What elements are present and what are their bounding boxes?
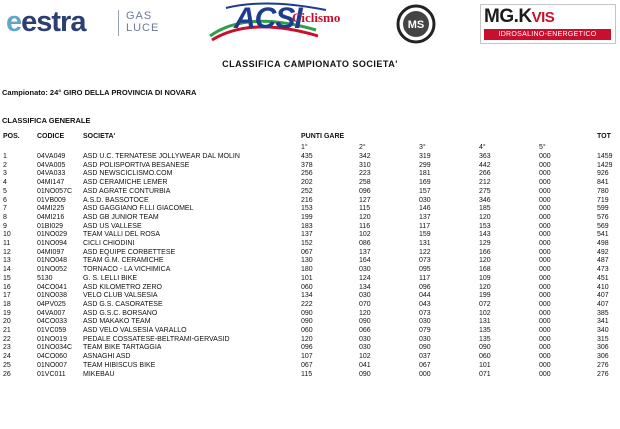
cell-stage-1: 120 (301, 335, 313, 343)
cell-code: 04CO060 (37, 353, 67, 361)
cell-stage-1: 067 (301, 248, 313, 256)
cell-stage-4: 109 (479, 274, 491, 282)
cell-stage-2: 164 (359, 257, 371, 265)
cell-stage-1: 090 (301, 318, 313, 326)
cell-society: MIKEBAU (83, 370, 115, 378)
cell-stage-1: 090 (301, 309, 313, 317)
cell-stage-3: 000 (419, 370, 431, 378)
cell-stage-4: 102 (479, 309, 491, 317)
cell-stage-5: 000 (539, 318, 551, 326)
cell-pos: 21 (3, 327, 11, 334)
cell-society: ASD US VALLESE (83, 222, 142, 230)
cell-pos: 25 (3, 361, 11, 369)
cell-total: 841 (597, 179, 609, 187)
cell-code: 01NO038 (37, 292, 67, 300)
cell-stage-2: 310 (359, 161, 371, 169)
estra-luce: LUCE (126, 22, 160, 34)
cell-code: 01VB009 (37, 196, 66, 204)
estra-name: estra (21, 6, 86, 38)
cell-pos: 4 (3, 179, 7, 187)
cell-society: ASD NEWSCICLISMO.COM (83, 170, 173, 178)
cell-pos: 9 (3, 222, 7, 230)
cell-stage-1: 060 (301, 327, 313, 334)
cell-stage-5: 000 (539, 266, 551, 274)
cell-stage-2: 342 (359, 153, 371, 160)
table-row (0, 318, 620, 327)
cell-stage-2: 120 (359, 309, 371, 317)
cell-stage-5: 000 (539, 213, 551, 221)
cell-society: TEAM G.M. CERAMICHE (83, 257, 164, 265)
cell-code: 01BI029 (37, 222, 64, 230)
cell-stage-4: 266 (479, 170, 491, 178)
cell-stage-4: 153 (479, 222, 491, 230)
cell-society: ASD GB JUNIOR TEAM (83, 213, 159, 221)
cell-stage-4: 143 (479, 231, 491, 239)
table-row (0, 257, 620, 266)
cell-society: ASD G.S. CASORATESE (83, 300, 163, 308)
cell-total: 451 (597, 274, 609, 282)
cell-pos: 1 (3, 153, 7, 160)
cell-pos: 16 (3, 283, 11, 291)
table-row (0, 284, 620, 293)
table-row (0, 170, 620, 179)
cell-total: 340 (597, 327, 609, 334)
ms-badge-text: MS (407, 19, 425, 31)
table-row (0, 214, 620, 223)
cell-stage-2: 124 (359, 274, 371, 282)
cell-total: 576 (597, 213, 609, 221)
cell-total: 1429 (597, 161, 613, 169)
cell-stage-4: 129 (479, 240, 491, 247)
cell-stage-5: 000 (539, 309, 551, 317)
estra-gas-luce (126, 10, 159, 34)
cell-society: ASD G.S.C. BORSANO (83, 309, 158, 317)
cell-code: 01NO052 (37, 266, 67, 274)
cell-total: 410 (597, 283, 609, 291)
cell-stage-2: 127 (359, 196, 371, 204)
cell-pos: 7 (3, 205, 7, 213)
cell-stage-2: 030 (359, 335, 371, 343)
cell-pos: 14 (3, 266, 11, 274)
cell-stage-5: 000 (539, 327, 551, 334)
cell-stage-3: 137 (419, 213, 431, 221)
cell-stage-4: 199 (479, 292, 491, 300)
cell-stage-2: 041 (359, 361, 371, 369)
cell-stage-1: 153 (301, 205, 313, 213)
cell-stage-4: 166 (479, 248, 491, 256)
cell-stage-5: 000 (539, 187, 551, 195)
cell-stage-5: 000 (539, 196, 551, 204)
mgk-tagline: IDROSALINO-ENERGETICO (484, 29, 611, 40)
estra-gas: GAS (126, 10, 153, 22)
cell-stage-4: 072 (479, 300, 491, 308)
cell-code: 01VC011 (37, 370, 66, 378)
cell-code: 04MI097 (37, 248, 65, 256)
cell-code: 04VA005 (37, 161, 66, 169)
cell-code: 01NO019 (37, 335, 67, 343)
cell-stage-2: 086 (359, 240, 371, 247)
cell-total: 492 (597, 248, 609, 256)
cell-stage-4: 212 (479, 179, 491, 187)
table-row (0, 162, 620, 171)
cell-stage-3: 117 (419, 274, 431, 282)
acsi-name: ACSI (234, 2, 302, 35)
cell-stage-1: 152 (301, 240, 313, 247)
page-title: CLASSIFICA CAMPIONATO SOCIETA' (222, 59, 398, 69)
cell-pos: 20 (3, 318, 11, 326)
cell-stage-2: 066 (359, 327, 371, 334)
cell-stage-4: 168 (479, 266, 491, 274)
cell-total: 541 (597, 231, 609, 239)
header-total: TOT (597, 133, 611, 140)
cell-code: 04CO041 (37, 283, 67, 291)
cell-stage-3: 030 (419, 318, 431, 326)
cell-stage-5: 000 (539, 222, 551, 230)
cell-stage-1: 060 (301, 283, 313, 291)
cell-stage-5: 000 (539, 240, 551, 247)
cell-stage-3: 117 (419, 222, 431, 230)
cell-pos: 11 (3, 240, 11, 247)
cell-pos: 12 (3, 248, 11, 256)
table-row (0, 353, 620, 362)
cell-total: 487 (597, 257, 609, 265)
cell-pos: 23 (3, 344, 11, 352)
cell-total: 926 (597, 170, 609, 178)
cell-code: 01NO034C (37, 344, 73, 352)
cell-stage-3: 096 (419, 283, 431, 291)
cell-stage-1: 216 (301, 196, 313, 204)
cell-stage-1: 107 (301, 353, 313, 361)
table-row (0, 292, 620, 301)
cell-stage-3: 030 (419, 196, 431, 204)
cell-pos: 26 (3, 370, 11, 378)
cell-total: 780 (597, 187, 609, 195)
cell-code: 01NO094 (37, 240, 67, 247)
cell-stage-5: 000 (539, 170, 551, 178)
table-row (0, 327, 620, 336)
cell-pos: 2 (3, 161, 7, 169)
cell-stage-1: 222 (301, 300, 313, 308)
cell-stage-3: 146 (419, 205, 431, 213)
cell-code: 04MI216 (37, 213, 65, 221)
cell-stage-1: 101 (301, 274, 313, 282)
cell-society: ASD MAKAKO TEAM (83, 318, 151, 326)
cell-pos: 10 (3, 231, 11, 239)
cell-society: TORNACO - LA VICHIMICA (83, 266, 171, 274)
table-row (0, 205, 620, 214)
cell-stage-3: 043 (419, 300, 431, 308)
cell-stage-2: 090 (359, 318, 371, 326)
stage-2-header: 2° (359, 144, 366, 151)
cell-stage-5: 000 (539, 300, 551, 308)
cell-society: ASD GAGGIANO F.LLI GIACOMEL (83, 205, 194, 213)
cell-code: 04MI225 (37, 205, 65, 213)
cell-pos: 3 (3, 170, 7, 178)
cell-code: 01VC059 (37, 327, 67, 334)
cell-stage-4: 060 (479, 353, 491, 361)
mgk-wordmark (484, 6, 554, 28)
cell-stage-5: 000 (539, 353, 551, 361)
cell-total: 341 (597, 318, 609, 326)
cell-stage-5: 000 (539, 179, 551, 187)
cell-stage-3: 122 (419, 248, 431, 256)
cell-pos: 6 (3, 196, 7, 204)
cell-stage-2: 116 (359, 222, 371, 230)
stage-1-header: 1° (301, 144, 308, 151)
cell-stage-2: 030 (359, 344, 371, 352)
cell-pos: 19 (3, 309, 11, 317)
cell-stage-4: 363 (479, 153, 491, 160)
cell-stage-5: 000 (539, 344, 551, 352)
cell-society: ASD POLISPORTIVA BESANESE (83, 161, 190, 169)
cell-total: 407 (597, 292, 609, 300)
cell-stage-1: 199 (301, 213, 313, 221)
cell-society: PEDALE COSSATESE-BELTRAMI-GERVASID (83, 335, 230, 343)
cell-stage-1: 137 (301, 231, 313, 239)
cell-stage-4: 090 (479, 344, 491, 352)
cell-stage-5: 000 (539, 361, 551, 369)
header-society: SOCIETA' (83, 133, 116, 140)
table-row (0, 344, 620, 353)
cell-total: 306 (597, 353, 609, 361)
table-row (0, 197, 620, 206)
cell-code: 04PV025 (37, 300, 66, 308)
cell-stage-1: 096 (301, 344, 313, 352)
cell-stage-1: 202 (301, 179, 313, 187)
cell-stage-2: 258 (359, 179, 371, 187)
cell-stage-5: 000 (539, 370, 551, 378)
cell-pos: 22 (3, 335, 11, 343)
cell-society: TEAM VALLI DEL ROSA (83, 231, 161, 239)
cell-stage-4: 101 (479, 361, 491, 369)
table-row (0, 336, 620, 345)
cell-stage-3: 159 (419, 231, 431, 239)
table-row (0, 310, 620, 319)
cell-stage-5: 000 (539, 335, 551, 343)
cell-stage-4: 120 (479, 283, 491, 291)
stage-3-header: 3° (419, 144, 426, 151)
cell-stage-1: 134 (301, 292, 313, 300)
cell-code: 01NO029 (37, 231, 67, 239)
cell-stage-5: 000 (539, 274, 551, 282)
table-row (0, 249, 620, 258)
cell-pos: 24 (3, 353, 11, 361)
table-row (0, 153, 620, 162)
cell-pos: 8 (3, 213, 7, 221)
mgk-name: MG.K (484, 6, 532, 27)
table-row (0, 275, 620, 284)
cell-stage-3: 131 (419, 240, 431, 247)
cell-stage-2: 120 (359, 213, 371, 221)
cell-society: ASD EQUIPE CORBETTESE (83, 248, 176, 256)
cell-pos: 18 (3, 300, 11, 308)
cell-code: 01NO007 (37, 361, 67, 369)
cell-stage-2: 134 (359, 283, 371, 291)
cell-code: 5130 (37, 274, 53, 282)
table-row (0, 266, 620, 275)
cell-stage-3: 169 (419, 179, 431, 187)
cell-stage-3: 044 (419, 292, 431, 300)
header-code: CODICE (37, 133, 65, 140)
cell-total: 719 (597, 196, 609, 204)
cell-stage-2: 096 (359, 187, 371, 195)
cell-stage-1: 183 (301, 222, 313, 230)
cell-stage-3: 181 (419, 170, 431, 178)
cell-stage-3: 319 (419, 153, 431, 160)
cell-total: 498 (597, 240, 609, 247)
cell-stage-1: 252 (301, 187, 313, 195)
stage-5-header: 5° (539, 144, 546, 151)
cell-stage-3: 073 (419, 257, 431, 265)
cell-society: ASD VELO VALSESIA VARALLO (83, 327, 187, 334)
table-row (0, 240, 620, 249)
cell-total: 385 (597, 309, 609, 317)
estra-logo (6, 6, 186, 40)
cell-stage-5: 000 (539, 231, 551, 239)
cell-stage-5: 000 (539, 205, 551, 213)
cell-society: ASNAGHI ASD (83, 353, 131, 361)
cell-stage-3: 037 (419, 353, 431, 361)
cell-total: 407 (597, 300, 609, 308)
stage-4-header: 4° (479, 144, 486, 151)
cell-stage-2: 090 (359, 370, 371, 378)
cell-stage-1: 256 (301, 170, 313, 178)
table-row (0, 188, 620, 197)
cell-code: 04CO033 (37, 318, 67, 326)
cell-stage-2: 137 (359, 248, 371, 256)
cell-code: 01NO057C (37, 187, 73, 195)
mgk-vis: VIS (531, 9, 555, 26)
cell-society: ASD CERAMICHE LEMER (83, 179, 168, 187)
ms-badge-logo (396, 4, 436, 44)
cell-stage-3: 079 (419, 327, 431, 334)
header-pos: POS. (3, 133, 20, 140)
cell-stage-2: 102 (359, 231, 371, 239)
cell-stage-2: 102 (359, 353, 371, 361)
cell-stage-3: 095 (419, 266, 431, 274)
acsi-ciclismo: Ciclismo (292, 10, 341, 25)
ranking-subtitle: CLASSIFICA GENERALE (2, 116, 91, 125)
cell-society: TEAM BIKE TARTAGGIA (83, 344, 162, 352)
cell-code: 04VA033 (37, 170, 66, 178)
cell-stage-4: 135 (479, 335, 491, 343)
cell-stage-5: 000 (539, 153, 551, 160)
acsi-logo (206, 0, 356, 44)
cell-stage-3: 299 (419, 161, 431, 169)
cell-stage-5: 000 (539, 248, 551, 256)
cell-stage-1: 180 (301, 266, 313, 274)
table-row (0, 231, 620, 240)
cell-stage-3: 030 (419, 335, 431, 343)
cell-stage-4: 442 (479, 161, 491, 169)
cell-stage-2: 030 (359, 292, 371, 300)
cell-pos: 17 (3, 292, 11, 300)
cell-total: 599 (597, 205, 609, 213)
cell-code: 01NO048 (37, 257, 67, 265)
cell-society: A.S.D. BASSOTOCE (83, 196, 149, 204)
cell-total: 1459 (597, 153, 613, 160)
cell-stage-3: 073 (419, 309, 431, 317)
cell-total: 315 (597, 335, 609, 343)
cell-stage-1: 435 (301, 153, 313, 160)
cell-stage-1: 378 (301, 161, 313, 169)
cell-code: 04MI147 (37, 179, 65, 187)
ms-badge-icon (396, 4, 436, 44)
cell-total: 473 (597, 266, 609, 274)
table-row (0, 223, 620, 232)
cell-society: TEAM HIBISCUS BIKE (83, 361, 156, 369)
cell-stage-4: 071 (479, 370, 491, 378)
cell-society: ASD U.C. TERNATESE JOLLYWEAR DAL MOLIN (83, 153, 240, 160)
sponsor-logos (0, 0, 620, 46)
cell-society: CICLI CHIODINI (83, 240, 135, 247)
cell-stage-3: 090 (419, 344, 431, 352)
cell-pos: 13 (3, 257, 11, 265)
cell-stage-2: 070 (359, 300, 371, 308)
cell-society: ASD AGRATE CONTURBIA (83, 187, 171, 195)
cell-society: VELO CLUB VALSESIA (83, 292, 158, 300)
estra-wordmark: eestra (6, 6, 86, 38)
cell-total: 569 (597, 222, 609, 230)
cell-stage-4: 275 (479, 187, 491, 195)
table-row (0, 371, 620, 380)
cell-pos: 5 (3, 187, 7, 195)
table-row (0, 179, 620, 188)
cell-stage-1: 115 (301, 370, 313, 378)
cell-stage-1: 067 (301, 361, 313, 369)
cell-stage-5: 000 (539, 283, 551, 291)
cell-society: G. S. LELLI BIKE (83, 274, 138, 282)
cell-total: 306 (597, 344, 609, 352)
cell-code: 04VA049 (37, 153, 66, 160)
table-row (0, 362, 620, 371)
cell-total: 276 (597, 361, 609, 369)
cell-stage-2: 223 (359, 170, 371, 178)
cell-pos: 15 (3, 274, 11, 282)
cell-code: 04VA007 (37, 309, 66, 317)
mgk-logo (480, 4, 616, 44)
cell-stage-3: 157 (419, 187, 431, 195)
cell-society: ASD KILOMETRO ZERO (83, 283, 162, 291)
cell-stage-2: 030 (359, 266, 371, 274)
cell-stage-4: 131 (479, 318, 491, 326)
header-points: PUNTI GARE (301, 133, 345, 140)
cell-stage-3: 067 (419, 361, 431, 369)
cell-total: 276 (597, 370, 609, 378)
table-row (0, 301, 620, 310)
cell-stage-2: 115 (359, 205, 371, 213)
championship-name: Campionato: 24° GIRO DELLA PROVINCIA DI NOVARA (2, 88, 197, 97)
cell-stage-5: 000 (539, 257, 551, 265)
cell-stage-4: 346 (479, 196, 491, 204)
cell-stage-4: 120 (479, 213, 491, 221)
cell-stage-1: 130 (301, 257, 313, 265)
cell-stage-5: 000 (539, 161, 551, 169)
cell-stage-5: 000 (539, 292, 551, 300)
cell-stage-4: 120 (479, 257, 491, 265)
cell-stage-4: 135 (479, 327, 491, 334)
estra-divider (118, 10, 119, 36)
cell-stage-4: 185 (479, 205, 491, 213)
